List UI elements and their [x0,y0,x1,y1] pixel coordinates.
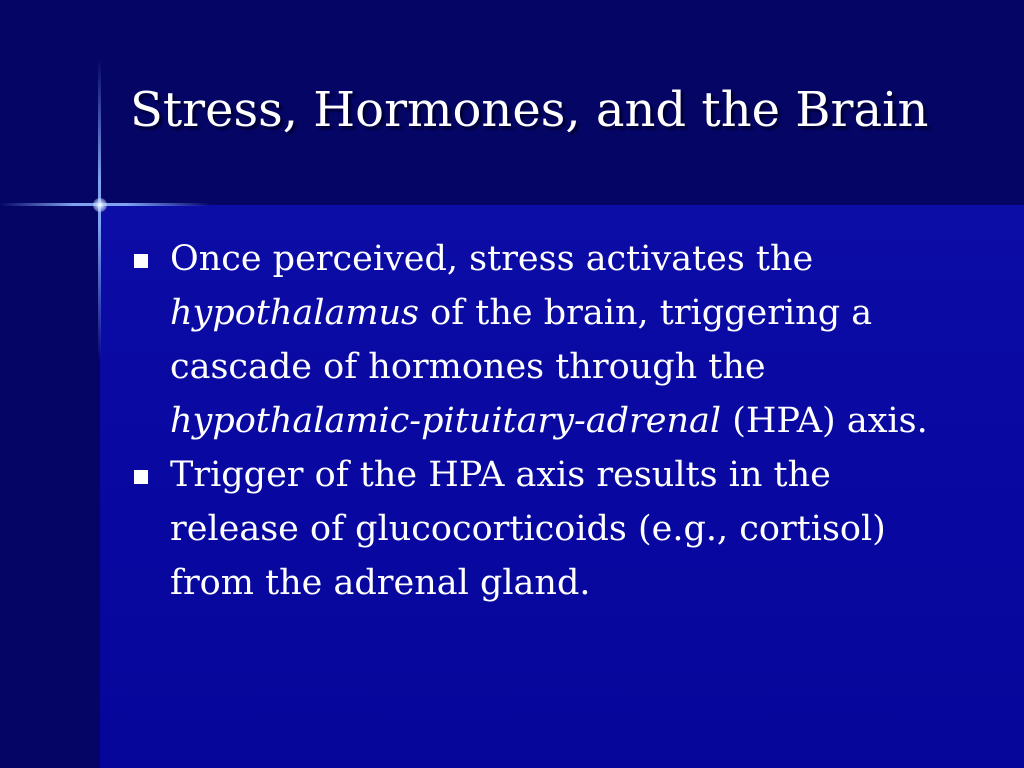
italic-term-hpa: hypothalamic-pituitary-adrenal [170,401,722,441]
bullet-item-2 [130,448,960,610]
left-band [0,205,100,768]
italic-term-hypothalamus: hypothalamus [170,293,420,333]
bullet-text [170,239,928,441]
sparkle-icon [93,198,107,212]
slide-title: Stress, Hormones, and the Brain [130,82,929,138]
bullet-item-1 [130,232,960,448]
square-bullet-icon [134,470,148,484]
bullet-text-part: Once perceived, stress activates the [170,239,814,279]
bullet-list [130,232,960,610]
bullet-text-part: (HPA) axis. [721,401,928,441]
square-bullet-icon [134,254,148,268]
bullet-text: Trigger of the HPA axis results in the release of glucocorticoids (e.g., cortisol) from the adrenal gland. [170,455,886,603]
bullet-text-part: of the brain, triggering a cascade of hormones through the [170,293,873,387]
